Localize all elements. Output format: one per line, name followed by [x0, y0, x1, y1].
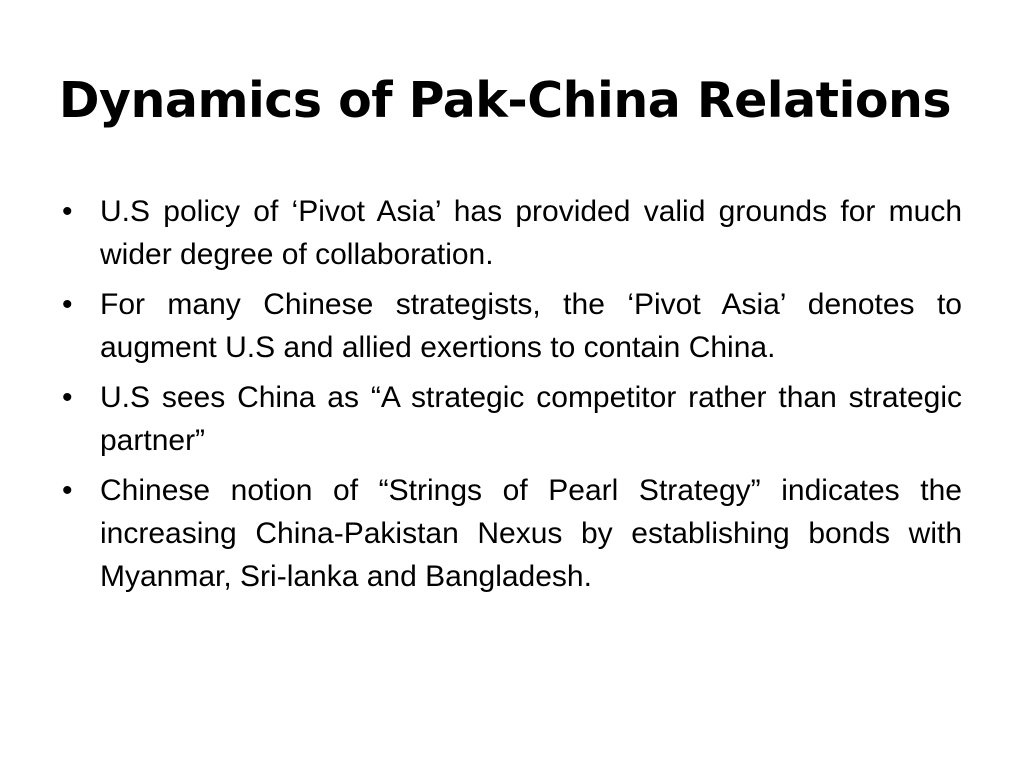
bullet-item [62, 283, 962, 369]
bullet-item [62, 469, 962, 598]
slide-title: Dynamics of Pak-China Relations [58, 72, 952, 129]
bullet-point-icon: • [62, 381, 73, 414]
bullet-item [62, 376, 962, 462]
bullet-point-icon: • [62, 288, 73, 321]
bullet-text: For many Chinese strategists, the ‘Pivot Asia’ denotes to augment U.S and allied exertions to contain China. [100, 288, 962, 364]
bullet-item [62, 190, 962, 276]
bullet-text: U.S policy of ‘Pivot Asia’ has provided valid grounds for much wider degree of collaboration. [100, 195, 962, 271]
bullet-text: U.S sees China as “A strategic competitor rather than strategic partner” [100, 381, 962, 457]
bullet-text: Chinese notion of “Strings of Pearl Strategy” indicates the increasing China-Pakistan Nexus by establishing bonds with Myanmar, Sri-lanka and Bangladesh. [100, 474, 962, 593]
bullet-list [62, 190, 962, 605]
bullet-point-icon: • [62, 474, 73, 507]
bullet-point-icon: • [62, 195, 73, 228]
